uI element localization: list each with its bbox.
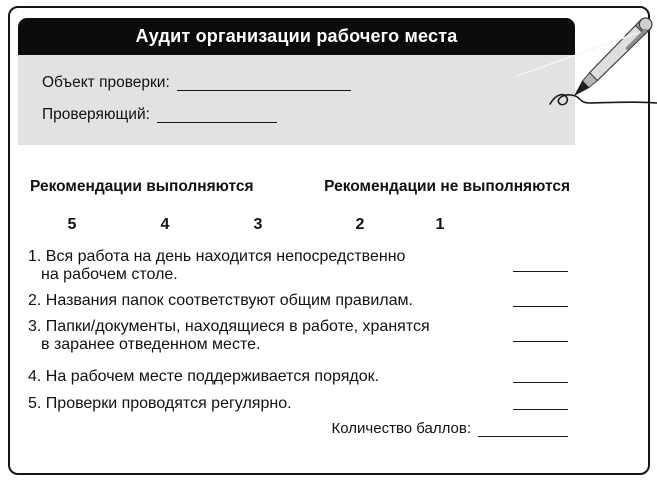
total-row xyxy=(18,419,575,437)
item-line: 2. Названия папок соответствуют общим правилам. xyxy=(28,292,413,309)
field-inspector xyxy=(42,107,575,123)
total-score-blank[interactable] xyxy=(478,424,568,437)
card-body xyxy=(18,145,575,437)
scale-value-2: 2 xyxy=(355,216,365,233)
checklist-item-text xyxy=(28,395,292,413)
scale-value-1: 1 xyxy=(435,216,445,233)
item-score-blank[interactable] xyxy=(513,330,568,342)
info-band xyxy=(18,55,575,145)
scale-headers xyxy=(18,178,575,196)
checklist-item-text xyxy=(28,248,405,284)
checklist-item-text xyxy=(28,318,430,354)
field-object xyxy=(42,75,575,91)
checklist-item xyxy=(18,292,575,310)
scale-value-4: 4 xyxy=(160,216,170,233)
checklist-item xyxy=(18,248,575,284)
scale-value-5: 5 xyxy=(67,216,77,233)
field-object-label: Объект проверки: xyxy=(42,74,170,91)
item-score-blank[interactable] xyxy=(513,398,568,410)
audit-card xyxy=(18,18,575,437)
item-line: в заранее отведенном месте. xyxy=(41,336,261,353)
item-line: 4. На рабочем месте поддерживается порядок. xyxy=(28,368,380,385)
checklist-item-text xyxy=(28,292,413,310)
item-score-blank[interactable] xyxy=(513,295,568,307)
field-inspector-blank[interactable] xyxy=(157,109,277,123)
item-line: 5. Проверки проводятся регулярно. xyxy=(28,395,292,412)
total-label: Количество баллов: xyxy=(331,420,471,437)
field-object-blank[interactable] xyxy=(177,77,351,91)
item-line: 3. Папки/документы, находящиеся в работе, хранятся xyxy=(28,318,430,335)
checklist-item-text xyxy=(28,368,379,386)
card-header xyxy=(18,18,575,55)
checklist-item xyxy=(18,318,575,354)
field-inspector-label: Проверяющий: xyxy=(42,106,150,123)
form-title: Аудит организации рабочего места xyxy=(135,26,458,46)
scale-left-header: Рекомендации выполняются xyxy=(30,178,254,195)
item-line: 1. Вся работа на день находится непосредственно xyxy=(28,248,406,265)
scale-values xyxy=(18,216,575,234)
checklist-item xyxy=(18,368,575,386)
scale-value-3: 3 xyxy=(253,216,263,233)
checklist-item xyxy=(18,395,575,413)
item-score-blank[interactable] xyxy=(513,260,568,272)
scale-right-header: Рекомендации не выполняются xyxy=(324,178,570,195)
item-line: на рабочем столе. xyxy=(41,266,178,283)
checklist xyxy=(18,248,575,413)
item-score-blank[interactable] xyxy=(513,371,568,383)
